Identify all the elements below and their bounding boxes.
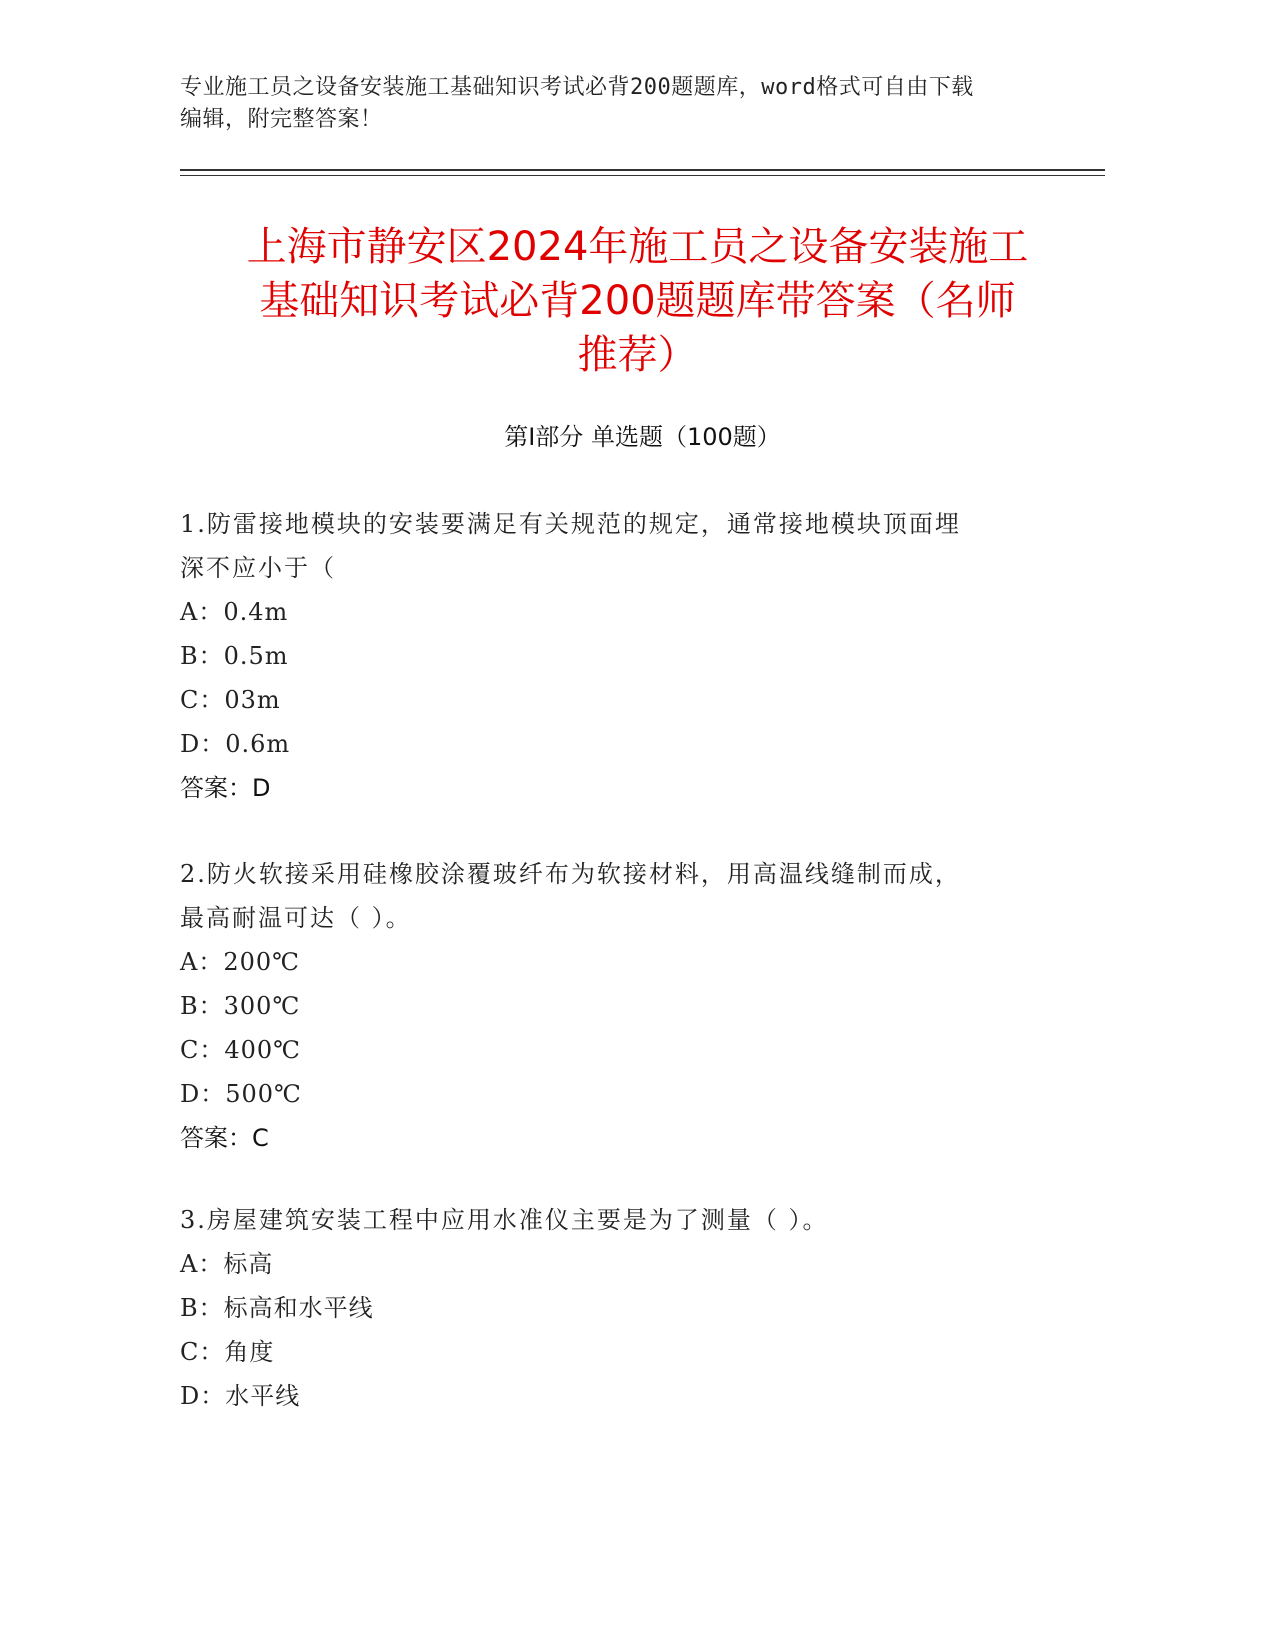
option-a: A：200℃ <box>180 948 300 976</box>
answer: 答案：C <box>180 1124 269 1152</box>
option-d: D：500℃ <box>180 1080 302 1108</box>
question-1 <box>180 502 1110 810</box>
option-d: D：0.6m <box>180 730 291 758</box>
question-stem-line: 3.房屋建筑安装工程中应用水准仪主要是为了测量（ ）。 <box>180 1206 829 1234</box>
question-stem-line: 最高耐温可达（ ）。 <box>180 904 412 932</box>
question-stem-line: 2.防火软接采用硅橡胶涂覆玻纤布为软接材料，用高温线缝制而成， <box>180 860 961 888</box>
header-note <box>180 72 1080 136</box>
header-note-line-2: 编辑，附完整答案！ <box>180 107 383 132</box>
title-line-2: 基础知识考试必背200题题库带答案（名师 <box>259 278 1016 324</box>
option-b: B：标高和水平线 <box>180 1294 374 1322</box>
question-2 <box>180 852 1110 1160</box>
option-c: C：角度 <box>180 1338 275 1366</box>
question-3 <box>180 1198 1110 1418</box>
header-note-line-1: 专业施工员之设备安装施工基础知识考试必背200题题库，word格式可自由下载 <box>180 75 974 100</box>
option-a: A：0.4m <box>180 598 289 626</box>
title-line-3: 推荐） <box>577 332 698 378</box>
option-c: C：400℃ <box>180 1036 302 1064</box>
header-divider-thin <box>180 175 1105 176</box>
document-title <box>170 220 1105 382</box>
option-c: C：03m <box>180 686 281 714</box>
header-divider-thick <box>180 169 1105 171</box>
option-a: A：标高 <box>180 1250 274 1278</box>
question-stem-line: 1.防雷接地模块的安装要满足有关规范的规定，通常接地模块顶面埋 <box>180 510 961 538</box>
title-line-1: 上海市静安区2024年施工员之设备安装施工 <box>246 224 1029 270</box>
question-stem-line: 深不应小于（ <box>180 554 336 582</box>
option-b: B：300℃ <box>180 992 301 1020</box>
option-d: D：水平线 <box>180 1382 301 1410</box>
section-heading: 第I部分 单选题（100题） <box>504 423 781 451</box>
answer: 答案：D <box>180 774 271 802</box>
option-b: B：0.5m <box>180 642 289 670</box>
